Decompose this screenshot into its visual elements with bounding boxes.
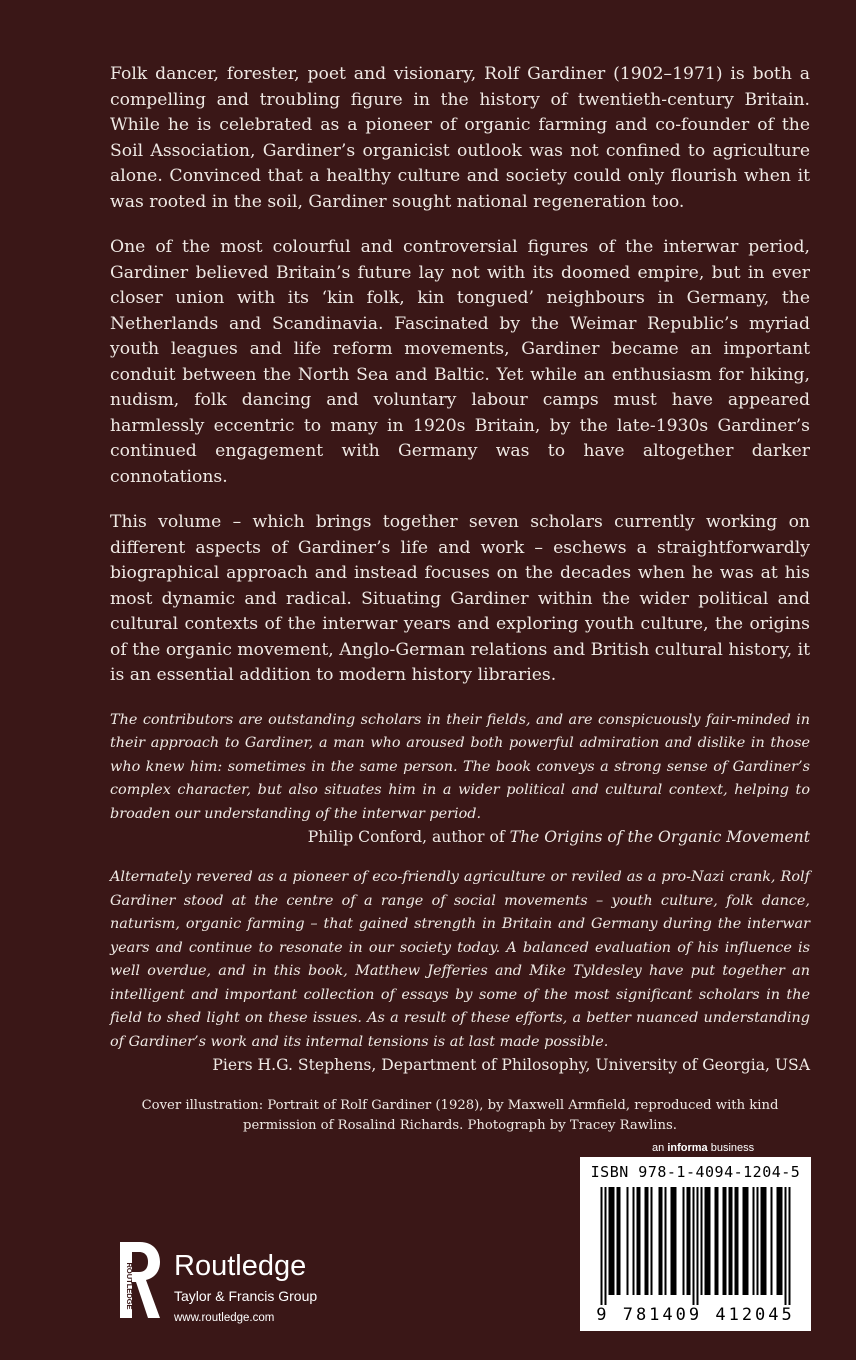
barcode-bar xyxy=(683,1187,685,1295)
barcode-bar xyxy=(619,1187,621,1295)
logo-vertical-text: ROUTLEDGE xyxy=(125,1262,134,1310)
endorsement-author-1-work: The Origins of the Organic Movement xyxy=(509,828,810,846)
barcode-bar xyxy=(671,1187,673,1295)
barcode-bar xyxy=(697,1187,699,1305)
informa-business-tagline xyxy=(652,1142,754,1154)
barcode-bar xyxy=(715,1187,717,1295)
barcode-bar xyxy=(647,1187,649,1295)
informa-brand: informa xyxy=(667,1142,708,1154)
routledge-r-icon xyxy=(110,1240,162,1322)
barcode-bar xyxy=(725,1187,727,1295)
barcode-bar xyxy=(717,1187,719,1295)
barcode-bar xyxy=(745,1187,747,1295)
endorsement-author-1-name: Philip Conford, author of xyxy=(307,828,505,846)
publisher-logo xyxy=(110,1240,370,1330)
informa-suffix: business xyxy=(710,1142,755,1154)
barcode-bar xyxy=(753,1187,755,1295)
barcode-bar xyxy=(743,1187,745,1295)
back-cover-content xyxy=(110,62,810,1094)
barcode-bar xyxy=(665,1187,667,1295)
barcode-bar xyxy=(747,1187,749,1295)
barcode-bars xyxy=(594,1187,797,1305)
barcode-bar xyxy=(637,1187,639,1295)
barcode-bar xyxy=(757,1187,759,1295)
barcode-bar xyxy=(611,1187,613,1295)
isbn-label: ISBN 978-1-4094-1204-5 xyxy=(590,1163,801,1181)
barcode-bar xyxy=(737,1187,739,1295)
barcode-bar xyxy=(673,1187,675,1295)
ean-digits: 9 781409 412045 xyxy=(596,1305,795,1325)
barcode-bar xyxy=(771,1187,773,1295)
barcode-bar xyxy=(723,1187,725,1295)
barcode-bar xyxy=(709,1187,711,1295)
barcode-bar xyxy=(777,1187,779,1295)
publisher-name: Routledge xyxy=(174,1250,307,1282)
barcode-bar xyxy=(609,1187,611,1295)
barcode-bar xyxy=(659,1187,661,1295)
informa-prefix: an xyxy=(652,1142,665,1154)
barcode-bar xyxy=(789,1187,791,1305)
blurb-paragraph-1: Folk dancer, forester, poet and visionary, Rolf Gardiner (1902–1971) is both a compelling and troubling figure in the history of twentieth-century Britain. While he is celebrated as a pioneer of organic farming and co-founder of the Soil Association, Gardiner’s organicist outlook was not confined to agriculture alone. Convinced that a healthy culture and society could only flourish when it was rooted in the soil, Gardiner sought national regeneration too. xyxy=(110,64,810,212)
barcode-bar xyxy=(701,1187,703,1295)
barcode-bar xyxy=(639,1187,641,1295)
barcode-bar xyxy=(707,1187,709,1295)
cover-illustration-credit: Cover illustration: Portrait of Rolf Gardiner (1928), by Maxwell Armfield, reproduced with kind permission of Rosalind Richards. Photograph by Tracey Rawlins. xyxy=(141,1098,779,1133)
barcode-bar xyxy=(605,1187,607,1305)
barcode-bar xyxy=(735,1187,737,1295)
barcode-bar xyxy=(731,1187,733,1295)
endorsement-author-2: Piers H.G. Stephens, Department of Philosophy, University of Georgia, USA xyxy=(212,1056,810,1074)
barcode-bar xyxy=(627,1187,629,1295)
barcode-bar xyxy=(761,1187,763,1295)
barcode-bar xyxy=(781,1187,783,1295)
barcode-bar xyxy=(785,1187,787,1305)
barcode-bar xyxy=(779,1187,781,1295)
barcode-bar xyxy=(729,1187,731,1295)
barcode-bar xyxy=(661,1187,663,1295)
barcode-bar xyxy=(675,1187,677,1295)
barcode-bar xyxy=(765,1187,767,1295)
barcode-bar xyxy=(601,1187,603,1305)
barcode-bar xyxy=(763,1187,765,1295)
publisher-group: Taylor & Francis Group xyxy=(174,1288,318,1304)
barcode-bar xyxy=(613,1187,615,1295)
barcode-bar xyxy=(693,1187,695,1305)
endorsement-quote-1: The contributors are outstanding scholars in their fields, and are conspicuously fair-minded in their approach to Gardiner, a man who aroused both powerful admiration and dislike in those who knew him: sometimes in the same person. The book conveys a strong sense of Gardiner’s complex character, but also situates him in a wider political and cultural context, helping to broaden our understanding of the interwar period. xyxy=(110,711,810,822)
barcode-bar xyxy=(645,1187,647,1295)
barcode-bar xyxy=(689,1187,691,1295)
blurb-paragraph-3: This volume – which brings together seven scholars currently working on different aspects of Gardiner’s life and work – eschews a straightforwardly biographical approach and instead focuses on the decades when he was at his most dynamic and radical. Situating Gardiner within the wider political and cultural contexts of the interwar years and exploring youth culture, the origins of the organic movement, Anglo-German relations and British cultural history, it is an essential addition to modern history libraries. xyxy=(110,512,810,685)
endorsement-author-1 xyxy=(110,826,810,848)
barcode-bar xyxy=(651,1187,653,1295)
barcode-bar xyxy=(687,1187,689,1295)
endorsement-quote-2: Alternately revered as a pioneer of eco-friendly agriculture or reviled as a pro-Nazi crank, Rolf Gardiner stood at the centre of a range of social movements – youth culture, folk dance, naturism, organic farming – that gained strength in Britain and Germany during the interwar years and continue to resonate in our society today. A balanced evaluation of his influence is well overdue, and in this book, Matthew Jefferies and Mike Tyldesley have put together an intelligent and important collection of essays by some of the most significant scholars in the field to shed light on these issues. As a result of these efforts, a better nuanced understanding of Gardiner’s work and its internal tensions is at last made possible. xyxy=(110,869,810,1050)
barcode-bar xyxy=(705,1187,707,1295)
blurb-paragraph-2: One of the most colourful and controversial figures of the interwar period, Gardiner believed Britain’s future lay not with its doomed empire, but in ever closer union with its ‘kin folk, kin tongued’ neighbours in Germany, the Netherlands and Scandinavia. Fascinated by the Weimar Republic’s myriad youth leagues and life reform movements, Gardiner became an important conduit between the North Sea and Baltic. Yet while an enthusiasm for hiking, nudism, folk dancing and voluntary labour camps must have appeared harmlessly eccentric to many in 1920s Britain, by the late-1930s Gardiner’s continued engagement with Germany was to have altogether darker connotations. xyxy=(110,237,810,487)
barcode-bar xyxy=(617,1187,619,1295)
barcode-bar xyxy=(633,1187,635,1295)
isbn-barcode xyxy=(580,1157,811,1331)
publisher-url: www.routledge.com xyxy=(174,1312,275,1324)
